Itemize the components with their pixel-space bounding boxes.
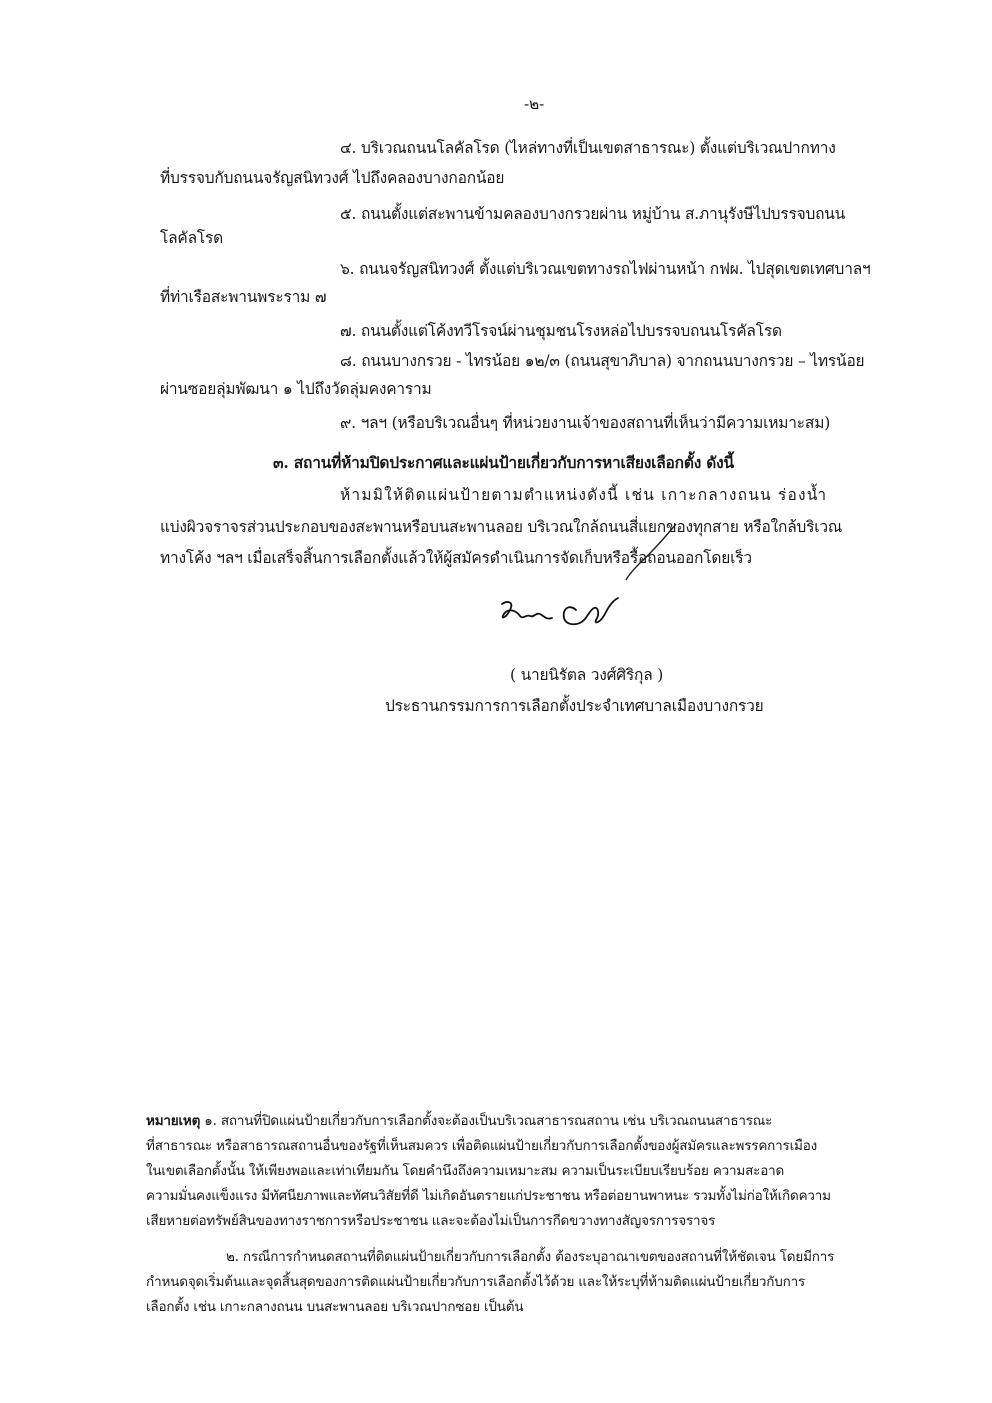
remark-note-2-line-2: กำหนดจุดเริ่มต้นและจุดสิ้นสุดของการติดแผ่นป้ายเกี่ยวกับการเลือกตั้งไว้ด้วย และให้ระบุที่ห้ามติดแผ่นป้ายเกี่ยวกับการ: [146, 1274, 806, 1290]
section-3-line-1: ห้ามมิให้ติดแผ่นป้ายตามตำแหน่งดังนี้ เช่น เกาะกลางถนน ร่องน้ำ: [340, 486, 828, 504]
section-3-heading: ๓. สถานที่ห้ามปิดประกาศและแผ่นป้ายเกี่ยวกับการหาเสียงเลือกตั้ง ดังนี้: [273, 453, 734, 472]
remark-note-2-line-3: เลือกตั้ง เช่น เกาะกลางถนน บนสะพานลอย บริเวณปากซอย เป็นต้น: [146, 1299, 524, 1315]
section-3-line-3: ทางโค้ง ฯลฯ เมื่อเสร็จสิ้นการเลือกตั้งแล้วให้ผู้สมัครดำเนินการจัดเก็บหรือรื้อถอนออกโดยเร็ว: [160, 549, 752, 567]
item-7-line-1: ๗. ถนนตั้งแต่โค้งทวีโรจน์ผ่านชุมชนโรงหล่อไปบรรจบถนนโรคัลโรด: [340, 322, 782, 340]
item-9-line-1: ๙. ฯลฯ (หรือบริเวณอื่นๆ ที่หน่วยงานเจ้าของสถานที่เห็นว่ามีความเหมาะสม): [340, 414, 831, 432]
remark-note-1-line-1: [146, 1111, 772, 1131]
section-3-line-2: แบ่งผิวจราจรส่วนประกอบของสะพานหรือบนสะพานลอย บริเวณใกล้ถนนสี่แยกของทุกสาย หรือใกล้บริเวณ: [160, 518, 843, 536]
signatory-position: ประธานกรรมการการเลือกตั้งประจำเทศบาลเมืองบางกรวย: [385, 697, 764, 715]
remark-note-2-line-1: ๒. กรณีการกำหนดสถานที่ติดแผ่นป้ายเกี่ยวกับการเลือกตั้ง ต้องระบุอาณาเขตของสถานที่ให้ชัดเจน โดยมีการ: [226, 1249, 835, 1265]
signatory-name: ( นายนิรัตล วงศ์ศิริกุล ): [510, 666, 664, 684]
remark-note-1-line-5: เสียหายต่อทรัพย์สินของทางราชการหรือประชาชน และจะต้องไม่เป็นการกีดขวางทางสัญจรการจราจร: [146, 1213, 716, 1229]
remark-label: หมายเหตุ: [146, 1113, 201, 1129]
page-number: -๒-: [524, 95, 545, 113]
signature-image: [490, 590, 630, 640]
item-4-line-1: ๔. บริเวณถนนโลคัลโรด (ไหล่ทางที่เป็นเขตสาธารณะ) ตั้งแต่บริเวณปากทาง: [340, 139, 836, 157]
remark-note-1-line-4: ความมั่นคงแข็งแรง มีทัศนียภาพและทัศนวิสัยที่ดี ไม่เกิดอันตรายแก่ประชาชน หรือต่อยานพาหนะ รวมทั้งไม่ก่อให้เกิดความ: [146, 1188, 831, 1204]
item-4-line-2: ที่บรรจบกับถนนจรัญสนิทวงศ์ ไปถึงคลองบางกอกน้อย: [160, 169, 505, 187]
remark-note-1-line-2: ที่สาธารณะ หรือสาธารณสถานอื่นของรัฐที่เห็นสมควร เพื่อติดแผ่นป้ายเกี่ยวกับการเลือกตั้งของผู้สมัครและพรรคการเมือง: [146, 1138, 817, 1154]
item-6-line-2: ที่ท่าเรือสะพานพระราม ๗: [160, 288, 327, 306]
item-8-line-2: ผ่านซอยลุ่มพัฒนา ๑ ไปถึงวัดลุ่มคงคาราม: [160, 380, 432, 398]
item-5-line-2: โลคัลโรด: [160, 229, 224, 247]
item-5-line-1: ๕. ถนนตั้งแต่สะพานข้ามคลองบางกรวยผ่าน หมู่บ้าน ส.ภานุรังษีไปบรรจบถนน: [340, 205, 846, 223]
remark-note-1-line-3: ในเขตเลือกตั้งนั้น ให้เพียงพอและเท่าเทียมกัน โดยคำนึงถึงความเหมาะสม ความเป็นระเบียบเรียบร้อย ความสะอาด: [146, 1163, 785, 1179]
remark-note-1-text: ๑. สถานที่ปิดแผ่นป้ายเกี่ยวกับการเลือกตั้งจะต้องเป็นบริเวณสาธารณสถาน เช่น บริเวณถนนสาธารณะ: [204, 1113, 773, 1129]
item-8-line-1: ๘. ถนนบางกรวย - ไทรน้อย ๑๒/๓ (ถนนสุขาภิบาล) จากถนนบางกรวย – ไทรน้อย: [340, 352, 865, 370]
item-6-line-1: ๖. ถนนจรัญสนิทวงศ์ ตั้งแต่บริเวณเขตทางรถไฟผ่านหน้า กฟผ. ไปสุดเขตเทศบาลฯ: [340, 260, 871, 278]
